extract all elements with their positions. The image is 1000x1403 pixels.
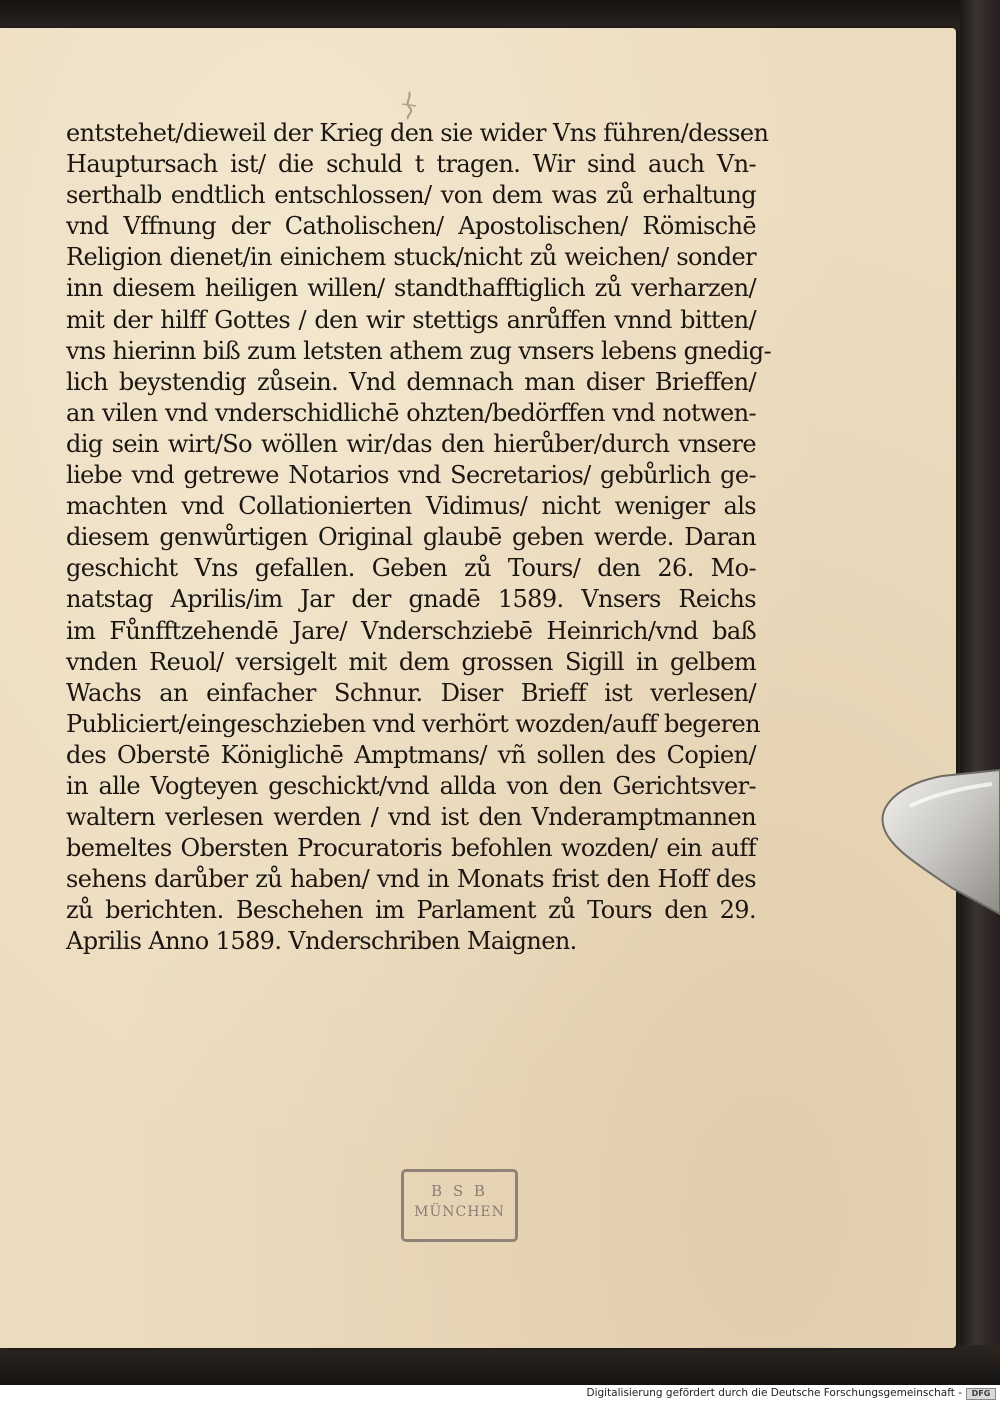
text-line: geschicht Vns gefallen. Geben zů Tours/ den 26. Mo-: [66, 554, 756, 583]
text-line: waltern verlesen werden / vnd ist den Vnderamptmannen: [66, 803, 756, 832]
text-line: Wachs an einfacher Schnur. Diser Brieff ist verlesen/: [66, 678, 756, 707]
text-line: dig sein wirt/So wöllen wir/das den hierůber/durch vnsere: [66, 429, 756, 458]
text-line: des Oberstē Königlichē Amptmans/ vñ sollen des Copien/: [66, 740, 756, 769]
text-line: lich beystendig zůsein. Vnd demnach man diser Brieffen/: [66, 367, 756, 396]
text-line: sehens darůber zů haben/ vnd in Monats frist den Hoff des: [66, 865, 756, 894]
text-line: serthalb endtlich entschlossen/ von dem was zů erhaltung: [66, 181, 756, 210]
text-line: Publiciert/eingeschzieben vnd verhört wozden/auff begeren: [66, 709, 761, 738]
text-line-last: Aprilis Anno 1589. Vnderschriben Maignen.: [66, 927, 577, 956]
text-line: bemeltes Obersten Procuratoris befohlen wozden/ ein auff: [66, 834, 756, 863]
text-line: in alle Vogteyen geschickt/vnd allda von den Gerichtsver-: [66, 771, 756, 800]
stamp-line-1: B S B: [431, 1182, 488, 1200]
body-text: [66, 118, 771, 958]
book-board-bottom-edge: [0, 1345, 1000, 1385]
text-line: entstehet/dieweil der Krieg den sie wider Vns führen/dessen: [66, 119, 769, 147]
text-line: zů berichten. Beschehen im Parlament zů Tours den 29.: [66, 896, 756, 925]
text-line: Hauptursach ist/ die schuld t tragen. Wir sind auch Vn-: [66, 150, 756, 179]
text-line: an vilen vnd vnderschidlichē ohzten/bedörffen vnd notwen-: [66, 398, 756, 427]
text-line: vnden Reuol/ versigelt mit dem grossen Sigill in gelbem: [66, 647, 756, 676]
text-line: diesem genwůrtigen Original glaubē geben werde. Daran: [66, 523, 756, 552]
book-board-right-edge: [960, 0, 1000, 1385]
text-line: machten vnd Collationierten Vidimus/ nicht weniger als: [66, 492, 756, 521]
glass-page-weight: [880, 766, 1000, 916]
stamp-line-2: MÜNCHEN: [414, 1204, 505, 1220]
text-line: Religion dienet/in einichem stuck/nicht zů weichen/ sonder: [66, 243, 756, 272]
library-stamp: [401, 1169, 518, 1242]
text-line: natstag Aprilis/im Jar der gnadē 1589. Vnsers Reichs: [66, 585, 756, 614]
dfg-logo: DFG: [966, 1388, 996, 1400]
text-line: im Fůnfftzehendē Jare/ Vnderschziebē Heinrich/vnd baß: [66, 616, 756, 645]
text-line: vnd Vffnung der Catholischen/ Apostolischen/ Römischē: [66, 212, 756, 241]
footer-bar: [0, 1385, 1000, 1403]
text-line: inn diesem heiligen willen/ standthafftiglich zů verharzen/: [66, 274, 756, 303]
text-line: vns hierinn biß zum letsten athem zug vnsers lebens gnedig-: [66, 336, 771, 365]
text-line: liebe vnd getrewe Notarios vnd Secretarios/ gebůrlich ge-: [66, 461, 756, 490]
ink-smudge-mark: [398, 90, 420, 120]
book-board-top-edge: [0, 0, 1000, 30]
text-line: mit der hilff Gottes / den wir stettigs anrůffen vnnd bitten/: [66, 305, 756, 334]
funding-notice: Digitalisierung gefördert durch die Deutsche Forschungsgemeinschaft -: [586, 1387, 962, 1399]
